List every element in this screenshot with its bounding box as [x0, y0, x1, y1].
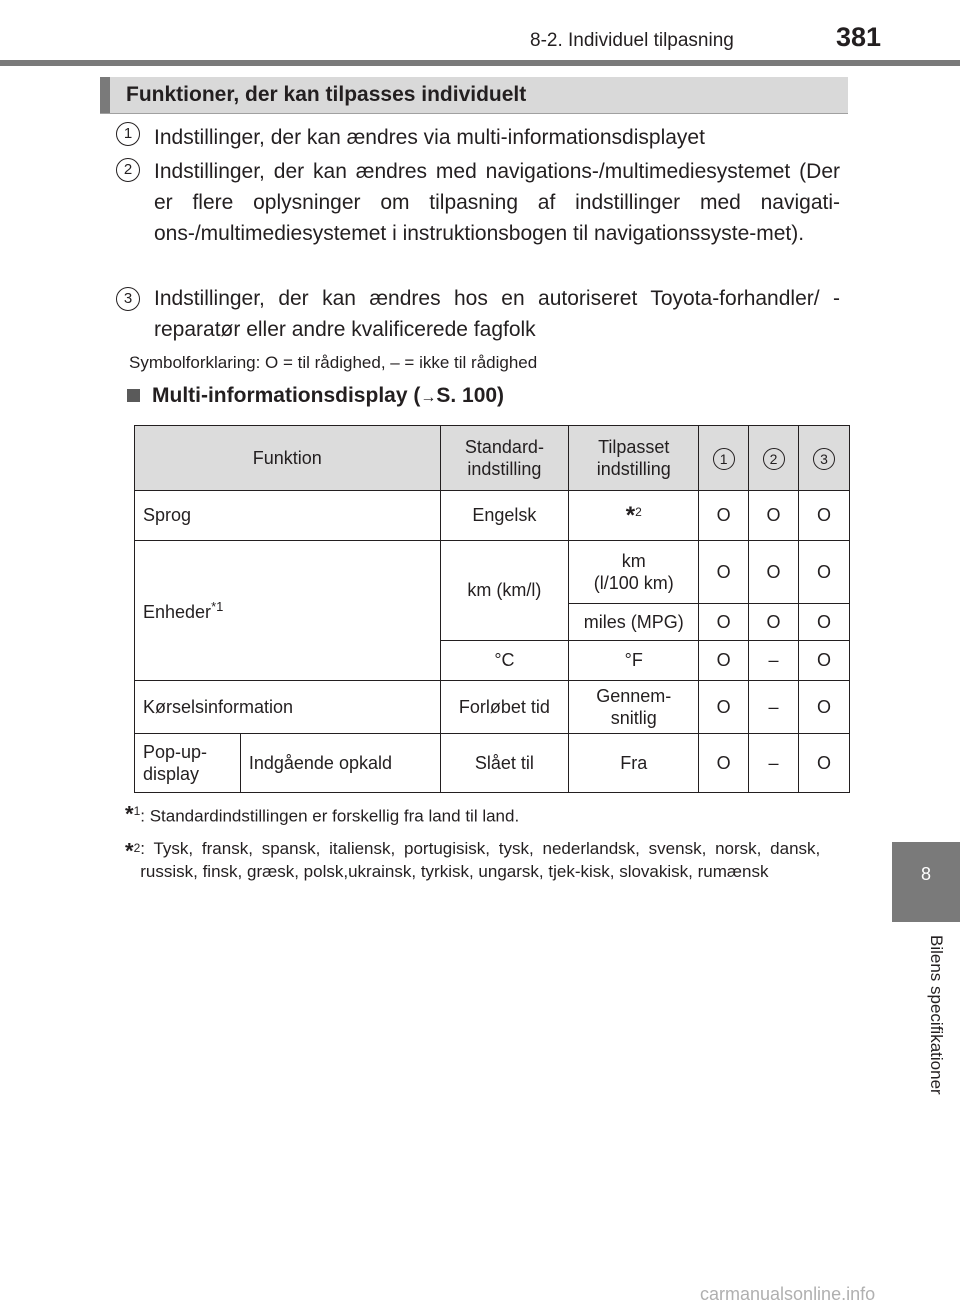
cell-c2: O: [749, 541, 799, 604]
header-function: Funktion: [135, 426, 441, 491]
section-heading: Funktioner, der kan tilpasses individuelt: [126, 83, 527, 106]
item-number-1: 1: [116, 122, 140, 146]
cell-c3: O: [799, 734, 850, 793]
footnote-number: 2: [133, 841, 141, 855]
header-rule: [0, 60, 960, 66]
cell-c2: O: [749, 604, 799, 641]
cell-c2: –: [749, 734, 799, 793]
header-col-3: [799, 426, 850, 491]
cell-default: Forløbet tid: [440, 681, 569, 734]
cell-c3: O: [799, 541, 850, 604]
section-heading-accent: [100, 77, 110, 113]
table-row: [135, 491, 850, 541]
cell-custom: km (l/100 km): [569, 541, 699, 604]
col-3-badge: 3: [813, 448, 835, 470]
page-number: 381: [836, 22, 882, 52]
footnote-ref: *1: [211, 598, 224, 614]
units-label: Enheder: [143, 601, 212, 622]
header-col-1: [699, 426, 749, 491]
table-row: [135, 541, 850, 604]
item-text-2: Indstillinger, der kan ændres med navigations-/multimediesystemet (Der er flere oplysninger om tilpasning af indstillinger med navigati-ons-/multimediesystemet i instruktionsbogen til navigationssyste-met).: [154, 160, 840, 245]
table-header-row: [135, 426, 850, 491]
footnote-text: : Tysk, fransk, spansk, italiensk, portugisisk, tysk, nederlandsk, svensk, norsk, dansk, russisk, finsk, græsk, polsk,ukrainsk, tyrkisk, ungarsk, tjek-kisk, slovakisk, rumænsk: [140, 839, 821, 881]
footnote-asterisk: *: [125, 801, 134, 827]
item-number-3: 3: [116, 287, 140, 311]
cell-function: Pop-up-display: [135, 734, 241, 793]
cell-default: km (km/l): [440, 541, 569, 641]
footnote-asterisk: *: [125, 838, 134, 864]
cell-c1: O: [699, 734, 749, 793]
settings-table: [134, 425, 850, 793]
cell-c2: O: [749, 491, 799, 541]
table-row: [135, 681, 850, 734]
cell-c2: –: [749, 681, 799, 734]
item-text-1: Indstillinger, der kan ændres via multi-informationsdisplayet: [154, 126, 705, 149]
section-heading-bar: [100, 77, 848, 114]
cell-default: Engelsk: [440, 491, 569, 541]
cell-function: Sprog: [135, 491, 441, 541]
subheading: [127, 384, 504, 408]
chapter-side-tab: [892, 842, 960, 922]
cell-custom: [569, 491, 699, 541]
header-default: Standard-indstilling: [440, 426, 569, 491]
cell-custom: Gennem-snitlig: [569, 681, 699, 734]
cell-c3: O: [799, 491, 850, 541]
header-col-2: [749, 426, 799, 491]
cell-custom: °F: [569, 641, 699, 681]
cell-c3: O: [799, 641, 850, 681]
cell-subfunction: Indgående opkald: [240, 734, 440, 793]
cell-function: Kørselsinformation: [135, 681, 441, 734]
cell-c1: O: [699, 491, 749, 541]
cell-c1: O: [699, 604, 749, 641]
subheading-text: Multi-informationsdisplay (: [152, 384, 421, 407]
arrow-icon: →: [420, 389, 437, 406]
bullet-square: [127, 389, 140, 402]
cell-c2: –: [749, 641, 799, 681]
header-section-title: 8-2. Individuel tilpasning: [530, 30, 734, 51]
cell-c1: O: [699, 541, 749, 604]
footnote-text: : Standardindstillingen er forskellig fra land til land.: [140, 806, 520, 826]
subheading-ref: S. 100): [436, 384, 505, 407]
asterisk: *: [625, 501, 636, 529]
cell-custom: Fra: [569, 734, 699, 793]
symbol-legend: Symbolforklaring: O = til rådighed, – = ikke til rådighed: [129, 353, 538, 372]
cell-c3: O: [799, 604, 850, 641]
col-2-badge: 2: [763, 448, 785, 470]
chapter-number: 8: [920, 864, 931, 884]
cell-c1: O: [699, 681, 749, 734]
item-text-3: Indstillinger, der kan ændres hos en autoriseret Toyota-forhandler/ -reparatør eller andre kvalificerede fagfolk: [154, 287, 840, 341]
cell-function: [135, 541, 441, 681]
footnote-number: 1: [133, 804, 141, 818]
watermark: carmanualsonline.info: [700, 1284, 876, 1304]
footnote-1: [125, 800, 845, 828]
item-number-2: 2: [116, 158, 140, 182]
chapter-side-label: Bilens specifikationer: [927, 935, 946, 1095]
cell-default: °C: [440, 641, 569, 681]
cell-default: Slået til: [440, 734, 569, 793]
cell-c1: O: [699, 641, 749, 681]
footnote-ref: 2: [635, 504, 642, 519]
col-1-badge: 1: [713, 448, 735, 470]
cell-c3: O: [799, 681, 850, 734]
footnote-2: [125, 837, 845, 883]
table-row: [135, 734, 850, 793]
cell-custom: miles (MPG): [569, 604, 699, 641]
header-custom: Tilpasset indstilling: [569, 426, 699, 491]
